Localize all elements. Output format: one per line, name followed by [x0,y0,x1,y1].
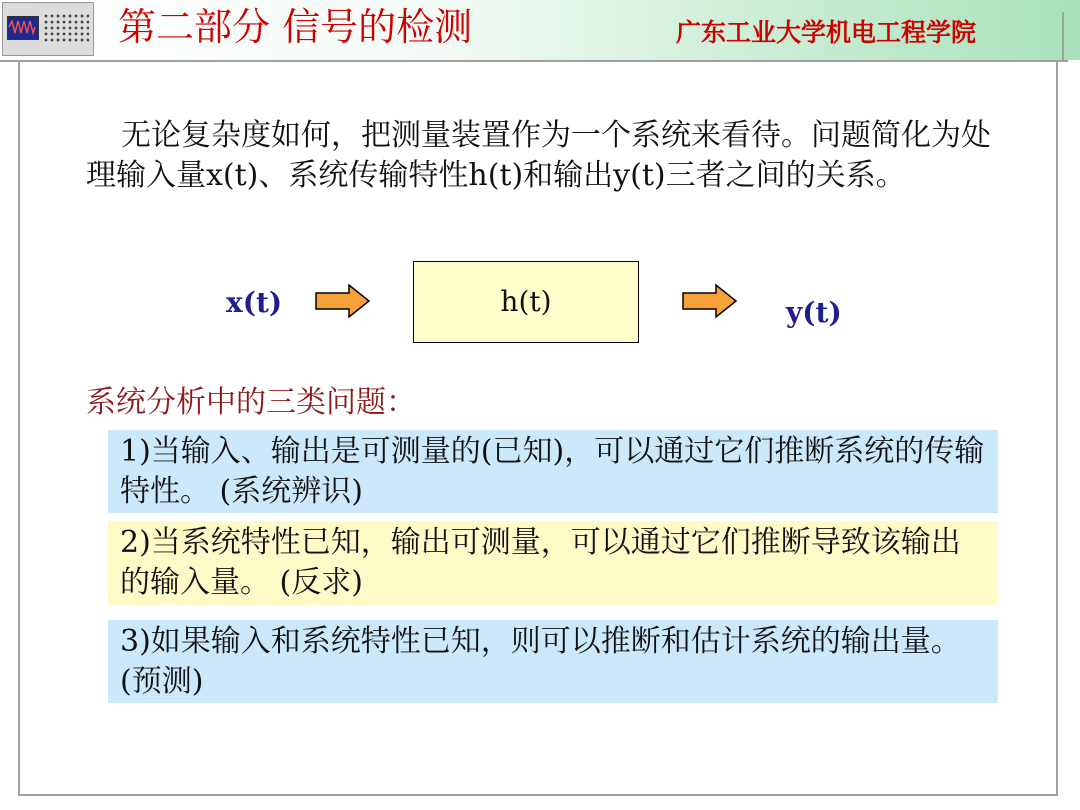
frame-left-line [18,60,20,796]
frame-corner-tick [1062,12,1064,62]
oscilloscope-controls [43,13,89,43]
input-signal-label: x(t) [226,286,283,319]
system-block: h(t) [413,261,639,343]
right-arrow-icon [682,283,738,319]
problems-heading: 系统分析中的三类问题： [86,385,416,420]
oscilloscope-screen [7,16,39,40]
frame-top-line [0,60,1068,62]
frame-bottom-line [18,794,1058,796]
problem-item-identification: 1)当输入、输出是可测量的(已知)，可以通过它们推断系统的传输特性。 (系统辨识) [108,430,998,513]
slide-header [0,0,1080,60]
oscilloscope-icon [2,2,94,56]
right-arrow-icon [315,283,371,319]
output-signal-label: y(t) [786,296,842,329]
frame-right-line [1056,60,1058,796]
slide-title: 第二部分 信号的检测 [118,5,473,49]
intro-paragraph: 无论复杂度如何，把测量装置作为一个系统来看待。问题简化为处理输入量x(t)、系统传输特性h(t)和输出y(t)三者之间的关系。 [86,118,991,193]
problem-item-inverse: 2)当系统特性已知，输出可测量，可以通过它们推断导致该输出的输入量。 (反求) [108,521,998,605]
problem-item-prediction: 3)如果输入和系统特性已知，则可以推断和估计系统的输出量。(预测) [108,620,998,703]
organization-name: 广东工业大学机电工程学院 [676,18,977,47]
